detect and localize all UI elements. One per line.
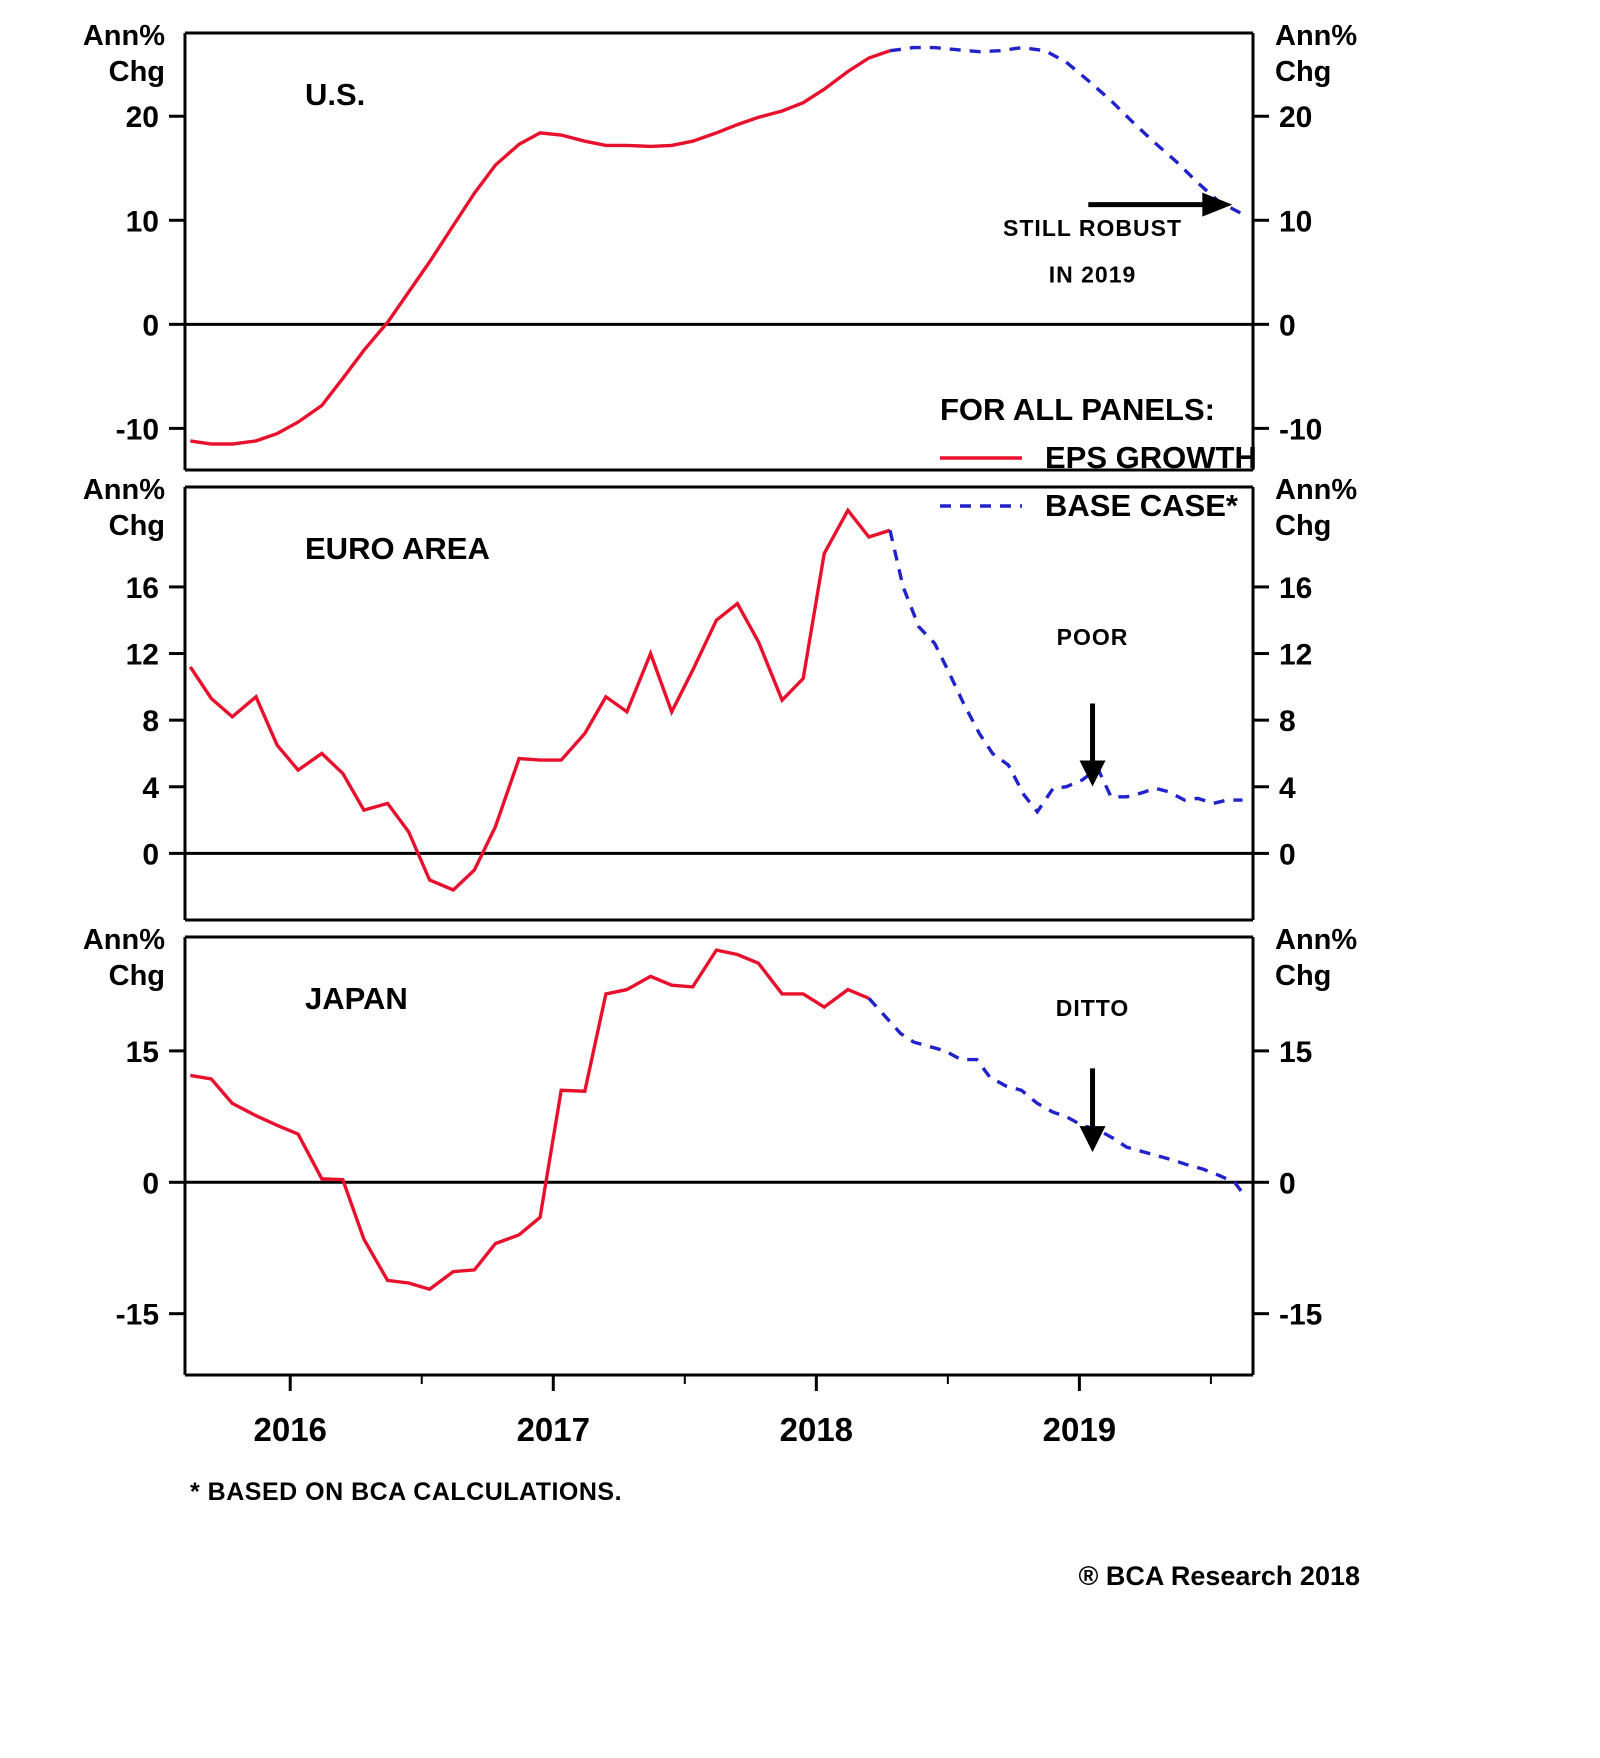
unit-label-left2-0: Chg — [108, 56, 165, 88]
unit-label-left-0: Ann% — [82, 20, 165, 52]
ytick-label-left-1-4: 4 — [142, 771, 159, 805]
ytick-label-left-1-16: 16 — [125, 571, 159, 605]
copyright: ® BCA Research 2018 — [1078, 1561, 1360, 1591]
unit-label-left-2: Ann% — [82, 924, 165, 956]
unit-label-right-1: Ann% — [1275, 474, 1358, 506]
ytick-label-right-1-0: 0 — [1279, 838, 1296, 872]
ytick-label-left-2-15: 15 — [125, 1035, 159, 1069]
legend-label-1: BASE CASE* — [1045, 488, 1238, 523]
annotation-text-1-0: POOR — [1056, 624, 1129, 651]
legend-title: FOR ALL PANELS: — [940, 392, 1215, 427]
series-line-euro-area-1 — [890, 530, 1243, 812]
unit-label-right2-1: Chg — [1275, 510, 1332, 542]
annotation-text-0-1: IN 2019 — [1048, 261, 1137, 288]
xtick-label-2018: 2018 — [779, 1411, 854, 1448]
ytick-label-left-2-0: 0 — [142, 1167, 159, 1201]
ytick-label-right-0-10: 10 — [1279, 205, 1313, 239]
series-line-japan-0 — [190, 950, 869, 1289]
legend-label-0: EPS GROWTH — [1045, 440, 1257, 475]
panel-title-2: JAPAN — [305, 981, 408, 1016]
ytick-label-right-1-8: 8 — [1279, 705, 1296, 739]
xtick-label-2019: 2019 — [1042, 1411, 1117, 1448]
ytick-label-right-1-12: 12 — [1279, 638, 1313, 672]
ytick-label-left-0-10: 10 — [125, 205, 159, 239]
panel-title-1: EURO AREA — [305, 531, 490, 566]
xtick-label-2016: 2016 — [253, 1411, 327, 1448]
unit-label-left-1: Ann% — [82, 474, 165, 506]
footnote: * BASED ON BCA CALCULATIONS. — [190, 1478, 623, 1506]
ytick-label-left-2--15: -15 — [115, 1298, 159, 1332]
ytick-label-right-2--15: -15 — [1279, 1298, 1323, 1332]
unit-label-right-2: Ann% — [1275, 924, 1358, 956]
ytick-label-right-0--10: -10 — [1279, 413, 1323, 447]
series-line-euro-area-0 — [190, 510, 890, 890]
ytick-label-left-1-12: 12 — [125, 638, 159, 672]
ytick-label-left-1-0: 0 — [142, 838, 159, 872]
ytick-label-right-2-0: 0 — [1279, 1167, 1296, 1201]
series-line-japan-1 — [869, 998, 1243, 1193]
unit-label-right-0: Ann% — [1275, 20, 1358, 52]
unit-label-left2-2: Chg — [108, 960, 165, 992]
ytick-label-right-1-16: 16 — [1279, 571, 1313, 605]
ytick-label-right-0-0: 0 — [1279, 309, 1296, 343]
annotation-arrowhead-2 — [1080, 1126, 1106, 1152]
unit-label-left2-1: Chg — [108, 510, 165, 542]
ytick-label-left-0-20: 20 — [125, 101, 159, 135]
series-line-u-s--0 — [190, 51, 890, 444]
annotation-text-0-0: STILL ROBUST — [1003, 214, 1183, 241]
xtick-label-2017: 2017 — [516, 1411, 590, 1448]
ytick-label-right-0-20: 20 — [1279, 101, 1313, 135]
ytick-label-left-0-0: 0 — [142, 309, 159, 343]
series-line-u-s--1 — [890, 48, 1243, 214]
ytick-label-right-2-15: 15 — [1279, 1035, 1313, 1069]
unit-label-right2-0: Chg — [1275, 56, 1332, 88]
ytick-label-right-1-4: 4 — [1279, 771, 1296, 805]
ytick-label-left-0--10: -10 — [115, 413, 159, 447]
panel-title-0: U.S. — [305, 77, 366, 112]
annotation-arrowhead-r-0 — [1202, 193, 1232, 217]
ytick-label-left-1-8: 8 — [142, 705, 159, 739]
unit-label-right2-2: Chg — [1275, 960, 1332, 992]
annotation-text-2-0: DITTO — [1055, 994, 1130, 1021]
